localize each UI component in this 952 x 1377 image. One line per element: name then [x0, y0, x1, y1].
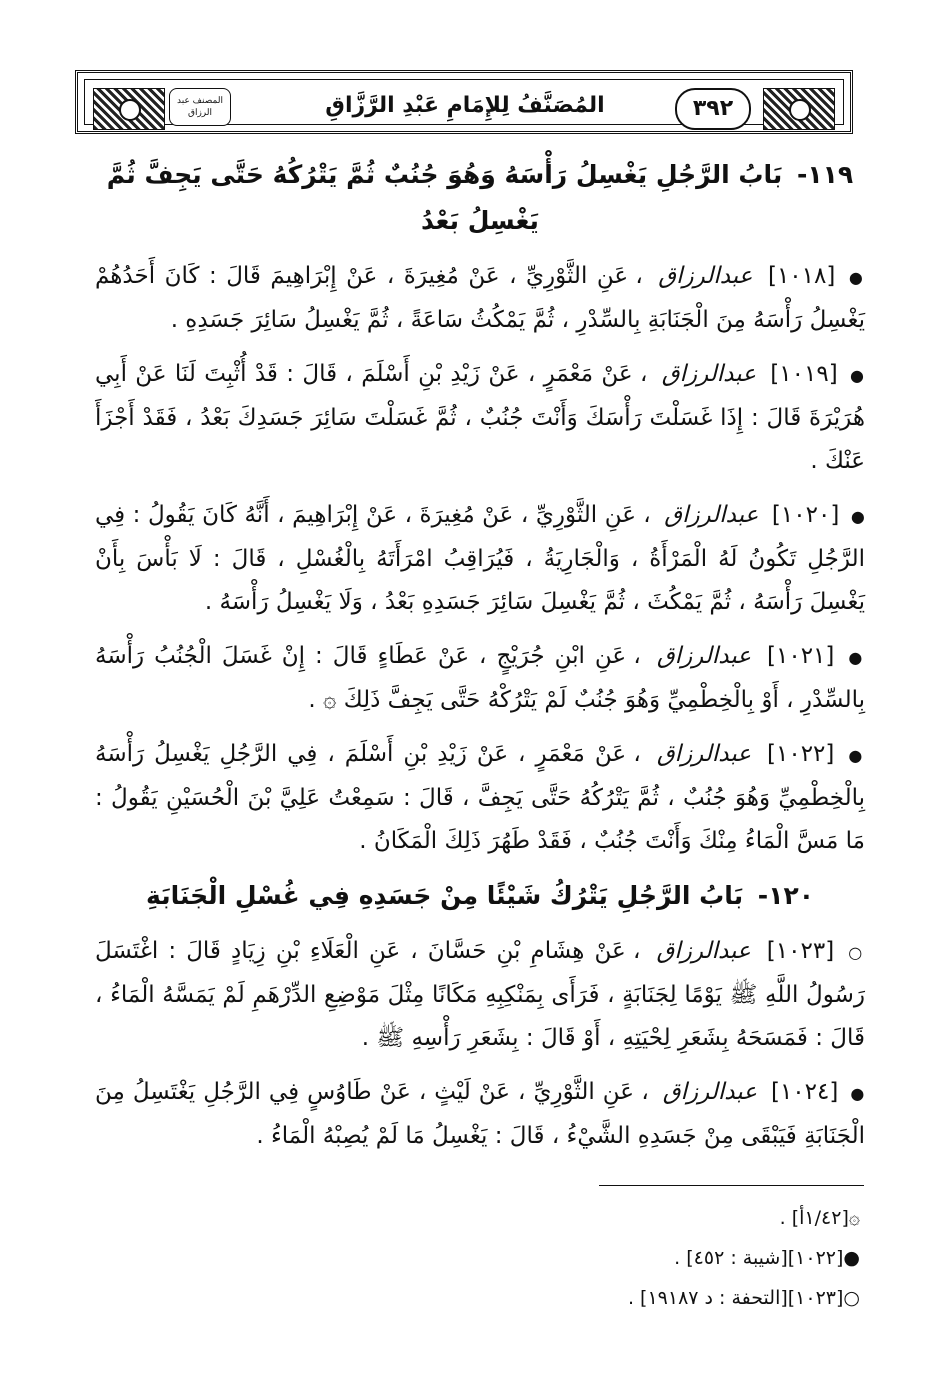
- page-header: [75, 70, 853, 134]
- header-inner-frame: [84, 79, 844, 125]
- page-number: ٣٩٢: [675, 88, 751, 130]
- hadith-entry: [95, 930, 865, 1060]
- hadith-text: ، عَنِ الثَّوْرِيِّ ، عَنْ مُغِيرَةَ ، عَنْ إِبْرَاهِيمَ ، أَنَّهُ كَانَ يَقُولُ : فِي الرَّجُلِ تَكُونُ لَهُ الْمَرْأَةُ ، وَالْجَارِيَةُ ، فَيُرَاقِبُ امْرَأَتَهُ بِالْغُسْلِ ، قَالَ : لَا بَأْسَ بِأَنْ يَغْسِلَ رَأْسَهُ ، ثُمَّ يَمْكُثَ ، ثُمَّ يَغْسِلَ سَائِرَ جَسَدِهِ بَعْدُ ، وَلَا يَغْسِلُ رَأْسَهُ .: [95, 502, 865, 615]
- footnote: ۞[١/٤٢أ] .: [779, 1207, 860, 1229]
- entry-marker: ○: [848, 943, 866, 962]
- hadith-text: ، عَنْ هِشَامِ بْنِ حَسَّانَ ، عَنِ الْعَلَاءِ بْنِ زِيَادٍ قَالَ : اغْتَسَلَ رَسُولُ اللَّهِ ﷺ يَوْمًا لِجَنَابَةٍ ، فَرَأَى بِمَنْكِبِهِ مَكَانًا مِثْلَ مَوْضِعِ الدِّرْهَمِ لَمْ يَمَسَّهُ الْمَاءُ ، قَالَ : فَمَسَحَهُ بِشَعَرِ لِحْيَتِهِ ، أَوْ قَالَ : بِشَعَرِ رَأْسِهِ ﷺ .: [95, 938, 865, 1051]
- chapter-heading-119: [95, 152, 865, 244]
- chapter-119-entries: [95, 255, 865, 863]
- hadith-entry: [95, 353, 865, 483]
- hadith-text: ، عَنْ مَعْمَرٍ ، عَنْ زَيْدِ بْنِ أَسْلَمَ ، فِي الرَّجُلِ يَغْسِلُ رَأْسَهُ بِالْخِطْمِيِّ وَهُوَ جُنُبٌ ، ثُمَّ يَتْرُكُهُ حَتَّى يَجِفَّ ، قَالَ : سَمِعْتُ عَلِيَّ بْنَ الْحُسَيْنِ يَقُولُ : مَا مَسَّ الْمَاءُ مِنْكَ وَأَنْتَ جُنُبٌ ، فَقَدْ طَهُرَ ذَلِكَ الْمَكَانُ .: [95, 741, 865, 854]
- hadith-reference-number: [١٠٢٠]: [771, 502, 840, 528]
- entry-marker: ●: [850, 507, 866, 526]
- chapter-title: بَابُ الرَّجُلِ يَتْرُكُ شَيْئًا مِنْ جَسَدِهِ فِي غُسْلِ الْجَنَابَةِ: [146, 881, 744, 910]
- entry-marker: ●: [848, 746, 866, 765]
- narrator-name: عبدالرزاق: [664, 502, 759, 528]
- footnote-divider: [599, 1185, 864, 1186]
- narrator-name: عبدالرزاق: [661, 361, 756, 387]
- seal-text: المصنف عبد الرزاق: [177, 96, 223, 118]
- chapter-title: بَابُ الرَّجُلِ يَغْسِلُ رَأْسَهُ وَهُوَ جُنُبٌ ثُمَّ يَتْرُكُهُ حَتَّى يَجِفَّ ثُمَّ يَغْسِلُ بَعْدُ: [106, 160, 783, 235]
- main-text: [95, 152, 865, 1164]
- narrator-name: عبدالرزاق: [656, 741, 751, 767]
- entry-marker: ●: [848, 268, 866, 287]
- hadith-reference-number: [١٠١٩]: [770, 361, 838, 387]
- hadith-entry: [95, 1071, 865, 1158]
- footnote: ○[١٠٢٣][التحفة : د ١٩١٨٧] .: [627, 1287, 860, 1309]
- footnote: ●[١٠٢٢][شيبة : ٤٥٢] .: [674, 1247, 860, 1269]
- ornament-right: [763, 88, 835, 130]
- chapter-number: ١١٩-: [797, 160, 854, 189]
- hadith-entry: [95, 255, 865, 342]
- hadith-reference-number: [١٠٢٢]: [767, 741, 835, 767]
- hadith-entry: [95, 733, 865, 863]
- chapter-heading-120: [95, 873, 865, 919]
- hadith-reference-number: [١٠١٨]: [767, 263, 836, 289]
- entry-marker: ●: [850, 366, 866, 385]
- book-title: المُصَنَّفُ لِلإِمَامِ عَبْدِ الرَّزَّاقِ: [325, 93, 605, 118]
- hadith-entry: [95, 494, 865, 624]
- chapter-120-entries: [95, 930, 865, 1158]
- narrator-name: عبدالرزاق: [662, 1079, 757, 1105]
- narrator-name: عبدالرزاق: [656, 938, 751, 964]
- hadith-reference-number: [١٠٢١]: [767, 643, 835, 669]
- narrator-name: عبدالرزاق: [656, 643, 752, 669]
- entry-marker: ●: [848, 648, 866, 667]
- hadith-reference-number: [١٠٢٣]: [766, 938, 835, 964]
- hadith-entry: [95, 635, 865, 722]
- book-seal-logo: [169, 88, 231, 126]
- hadith-text: ، عَنِ الثَّوْرِيِّ ، عَنْ مُغِيرَةَ ، عَنْ إِبْرَاهِيمَ قَالَ : كَانَ أَحَدُهُمْ يَغْسِلُ رَأْسَهُ مِنَ الْجَنَابَةِ بِالسِّدْرِ ، ثُمَّ يَمْكُثُ سَاعَةً ، ثُمَّ يَغْسِلُ سَائِرَ جَسَدِهِ .: [95, 263, 865, 333]
- hadith-text: ، عَنِ الثَّوْرِيِّ ، عَنْ لَيْثٍ ، عَنْ طَاوُسٍ فِي الرَّجُلِ يَغْتَسِلُ مِنَ الْجَنَابَةِ فَيَبْقَى مِنْ جَسَدِهِ الشَّيْءُ ، قَالَ : يَغْسِلُ مَا لَمْ يُصِبْهُ الْمَاءُ .: [95, 1079, 865, 1149]
- hadith-text: ، عَنْ مَعْمَرٍ ، عَنْ زَيْدِ بْنِ أَسْلَمَ ، قَالَ : قَدْ أُثْبِتَ لَنَا عَنْ أَبِي هُرَيْرَةَ قَالَ : إِذَا غَسَلْتَ رَأْسَكَ وَأَنْتَ جُنُبٌ ، ثُمَّ غَسَلْتَ سَائِرَ جَسَدِكَ بَعْدُ ، فَقَدْ أَجْزَأَ عَنْكَ .: [95, 361, 865, 474]
- chapter-number: ١٢٠-: [757, 881, 814, 910]
- hadith-reference-number: [١٠٢٤]: [770, 1079, 839, 1105]
- footnotes: [95, 1198, 860, 1318]
- hadith-text: ، عَنِ ابْنِ جُرَيْجٍ ، عَنْ عَطَاءٍ قَالَ : إِنْ غَسَلَ الْجُنُبُ رَأْسَهُ بِالسِّدْرِ ، أَوْ بِالْخِطْمِيِّ وَهُوَ جُنُبٌ لَمْ يَتْرُكْهُ حَتَّى يَجِفَّ ذَلِكَ ۞ .: [95, 643, 865, 713]
- entry-marker: ●: [850, 1084, 866, 1103]
- ornament-left: [93, 88, 165, 130]
- narrator-name: عبدالرزاق: [658, 263, 753, 289]
